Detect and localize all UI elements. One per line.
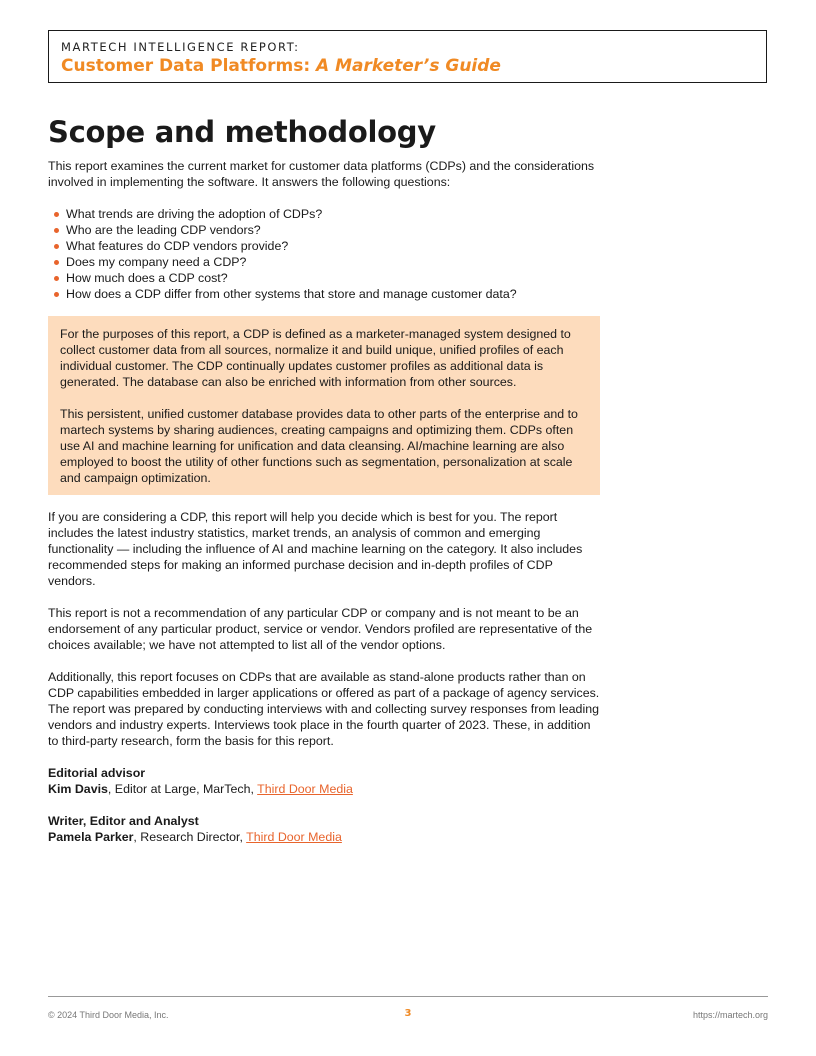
third-door-media-link[interactable]: Third Door Media xyxy=(257,782,353,796)
list-item xyxy=(48,206,600,222)
bullet-icon xyxy=(54,244,59,249)
credit-name: Kim Davis xyxy=(48,782,108,796)
list-item xyxy=(48,254,600,270)
bullet-icon xyxy=(54,260,59,265)
credit-role: , Research Director, xyxy=(133,830,247,844)
intro-paragraph: This report examines the current market for customer data platforms (CDPs) and the considerations involved in implementing the software. It answers the following questions: xyxy=(48,159,595,189)
bullet-icon xyxy=(54,212,59,217)
list-item xyxy=(48,222,600,238)
body-paragraph: Additionally, this report focuses on CDPs that are available as stand-alone products rather than on CDP capabilities embedded in larger applications or offered as part of a package of agency services. The report was prepared by conducting interviews with and collecting survey responses from leading vendors and industry experts. Interviews took place in the fourth quarter of 2023. These, in addition to third-party research, form the basis for this report. xyxy=(48,670,600,748)
list-item-text: Who are the leading CDP vendors? xyxy=(66,223,261,237)
bullet-icon xyxy=(54,276,59,281)
list-item xyxy=(48,238,600,254)
footer-copyright: © 2024 Third Door Media, Inc. xyxy=(48,1010,169,1020)
callout-paragraph: This persistent, unified customer database provides data to other parts of the enterprise and to martech systems by sharing audiences, creating campaigns and optimizing them. CDPs often use AI and machine learning for unification and data cleansing. AI/machine learning are also employed to boost the utility of other functions such as segmentation, personalization at scale and campaign optimization. xyxy=(60,407,578,485)
credit-role: , Editor at Large, MarTech, xyxy=(107,782,258,796)
report-title-italic: A Marketer’s Guide xyxy=(316,56,501,76)
body-paragraph: If you are considering a CDP, this report will help you decide which is best for you. The report includes the latest industry statistics, market trends, an analysis of common and emerging functionality — including the influence of AI and machine learning on the category. It also includes recommended steps for making an informed purchase decision and in-depth profiles of CDP vendors. xyxy=(48,510,583,588)
list-item xyxy=(48,270,600,286)
bullet-icon xyxy=(54,292,59,297)
bullet-icon xyxy=(54,228,59,233)
callout-paragraph: For the purposes of this report, a CDP is defined as a marketer-managed system designed to collect customer data from all sources, normalize it and build unique, unified profiles of each individual customer. The CDP continually updates customer profiles as additional data is generated. The database can also be enriched with information from other sources. xyxy=(60,327,571,389)
list-item-text: Does my company need a CDP? xyxy=(66,255,247,269)
report-title-main: Customer Data Platforms: xyxy=(61,56,317,76)
list-item-text: What features do CDP vendors provide? xyxy=(66,239,289,253)
credit-writer-editor xyxy=(48,813,600,845)
report-title xyxy=(61,55,754,77)
questions-list xyxy=(48,206,600,302)
report-header xyxy=(48,30,767,83)
report-label: MARTECH INTELLIGENCE REPORT: xyxy=(61,40,300,54)
credit-editorial-advisor xyxy=(48,765,600,797)
definition-callout xyxy=(48,316,600,495)
footer-divider xyxy=(48,996,768,997)
footer-url[interactable]: https://martech.org xyxy=(692,1010,768,1020)
list-item-text: What trends are driving the adoption of CDPs? xyxy=(66,207,323,221)
page-footer xyxy=(48,1008,768,1022)
body-paragraph: This report is not a recommendation of any particular CDP or company and is not meant to be an endorsement of any particular product, service or vendor. Vendors profiled are representative of the choices available; we have not attempted to list all of the vendor options. xyxy=(48,606,593,652)
third-door-media-link[interactable]: Third Door Media xyxy=(246,830,342,844)
credit-heading: Writer, Editor and Analyst xyxy=(48,814,199,828)
credit-heading: Editorial advisor xyxy=(48,766,146,780)
list-item-text: How much does a CDP cost? xyxy=(66,271,228,285)
list-item xyxy=(48,286,600,302)
credit-name: Pamela Parker xyxy=(48,830,134,844)
page-title: Scope and methodology xyxy=(48,115,436,149)
main-content xyxy=(48,158,600,861)
page-number: 3 xyxy=(404,1008,412,1019)
list-item-text: How does a CDP differ from other systems that store and manage customer data? xyxy=(66,287,517,301)
